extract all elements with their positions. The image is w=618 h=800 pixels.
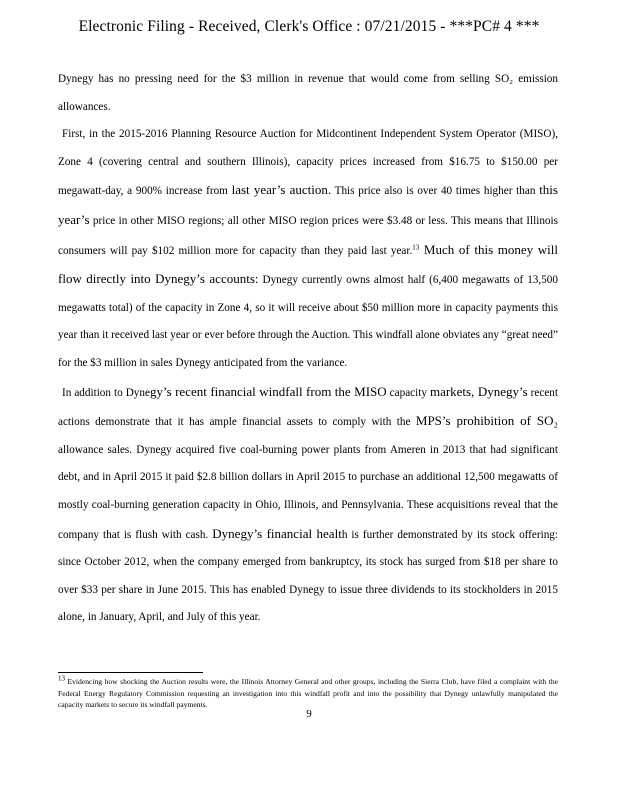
paragraph-text: capacity [386,386,430,399]
paragraph-text-emphasis: MPS’s prohibition of SO₂ [415,413,559,429]
paragraph-auction-prices [58,121,558,377]
paragraph-text-emphasis: last year’s auction. [231,182,332,198]
paragraph-text: Dynegy has no pressing need for the $3 million in revenue that would come from selling SO₂ emission allowances. [58,73,558,113]
footnote-separator [58,672,203,673]
paragraph-text: h is further demonstrated by its stock offering: since October 2012, when the company emerged from bankruptcy, its stock has surged from $18 per share to over $33 per share in June 2015. This has enabled Dynegy to issue three dividends to its stockholders in 2015 alone, in January, April, and July of this year. [58,528,559,624]
footnote-reference[interactable]: 13 [412,242,420,251]
page-number: 9 [306,708,312,720]
paragraph-text: recent actions demonstrate that it has ample financial assets to comply with the [58,386,558,429]
paragraph-text-emphasis: Much of this money will flow directly into Dynegy’s accounts: [58,241,559,287]
paragraph-text: In addition to Dyne [62,386,150,399]
paragraph-text-emphasis: markets, Dynegy’s [429,383,528,399]
footnote-mark: 13 [58,674,65,683]
paragraph-text: price in other MISO regions; all other MISO region prices were $3.48 or less. This means that Illinois consumers will pay $102 million more for capacity than they paid last year. [58,214,558,257]
paragraph-text-emphasis: this year’s [58,182,558,227]
paragraph-no-pressing-need [58,66,558,121]
filing-header: Electronic Filing - Received, Clerk's Office : 07/21/2015 - ***PC# 4 *** [78,18,540,35]
paragraph-financial-assets [58,378,558,632]
footnote-text: Evidencing how shocking the Auction results were, the Illinois Attorney General and other groups, including the Sierra Club, have filed a complaint with the Federal Energy Regulatory Commission requesting an investigation into this windfall profit and into the possibility that Dynegy unlawfully manipulated the capacity markets to secure its windfall payments. [58,677,558,710]
paragraph-text-emphasis: gy’s recent financial windfall from the MISO [149,383,387,399]
paragraph-text: allowance sales. Dynegy acquired five coal-burning power plants from Ameren in 2013 that had significant debt, and in April 2015 it paid $2.8 billion dollars in April 2015 to purchase an additional 12,500 megawatts of mostly coal-burning generation capacity in Ohio, Illinois, and Pennsylvania. These acquisitions reveal that the company that is flush with cash. [58,443,558,541]
paragraph-text: First, in the 2015-2016 Planning Resource Auction for Midcontinent Independent System Operator (MISO), Zone 4 (covering central and southern Illinois), capacity prices increased from $16.75 to $150.00 per megawatt-day, a 900% increase from [58,128,558,198]
paragraph-text-emphasis: Dynegy’s financial healt [212,525,342,541]
footnote [58,676,558,711]
document-body [58,66,558,632]
paragraph-text: Dynegy currently owns almost half (6,400 megawatts of 13,500 megawatts total) of the capacity in Zone 4, so it will receive about $50 million more in capacity payments this year than it received last year or ever before through the Auction. This windfall alone obviates any “great need” for the $3 million in sales Dynegy anticipated from the variance. [58,274,558,369]
paragraph-text: This price also is over 40 times higher than [331,185,540,198]
